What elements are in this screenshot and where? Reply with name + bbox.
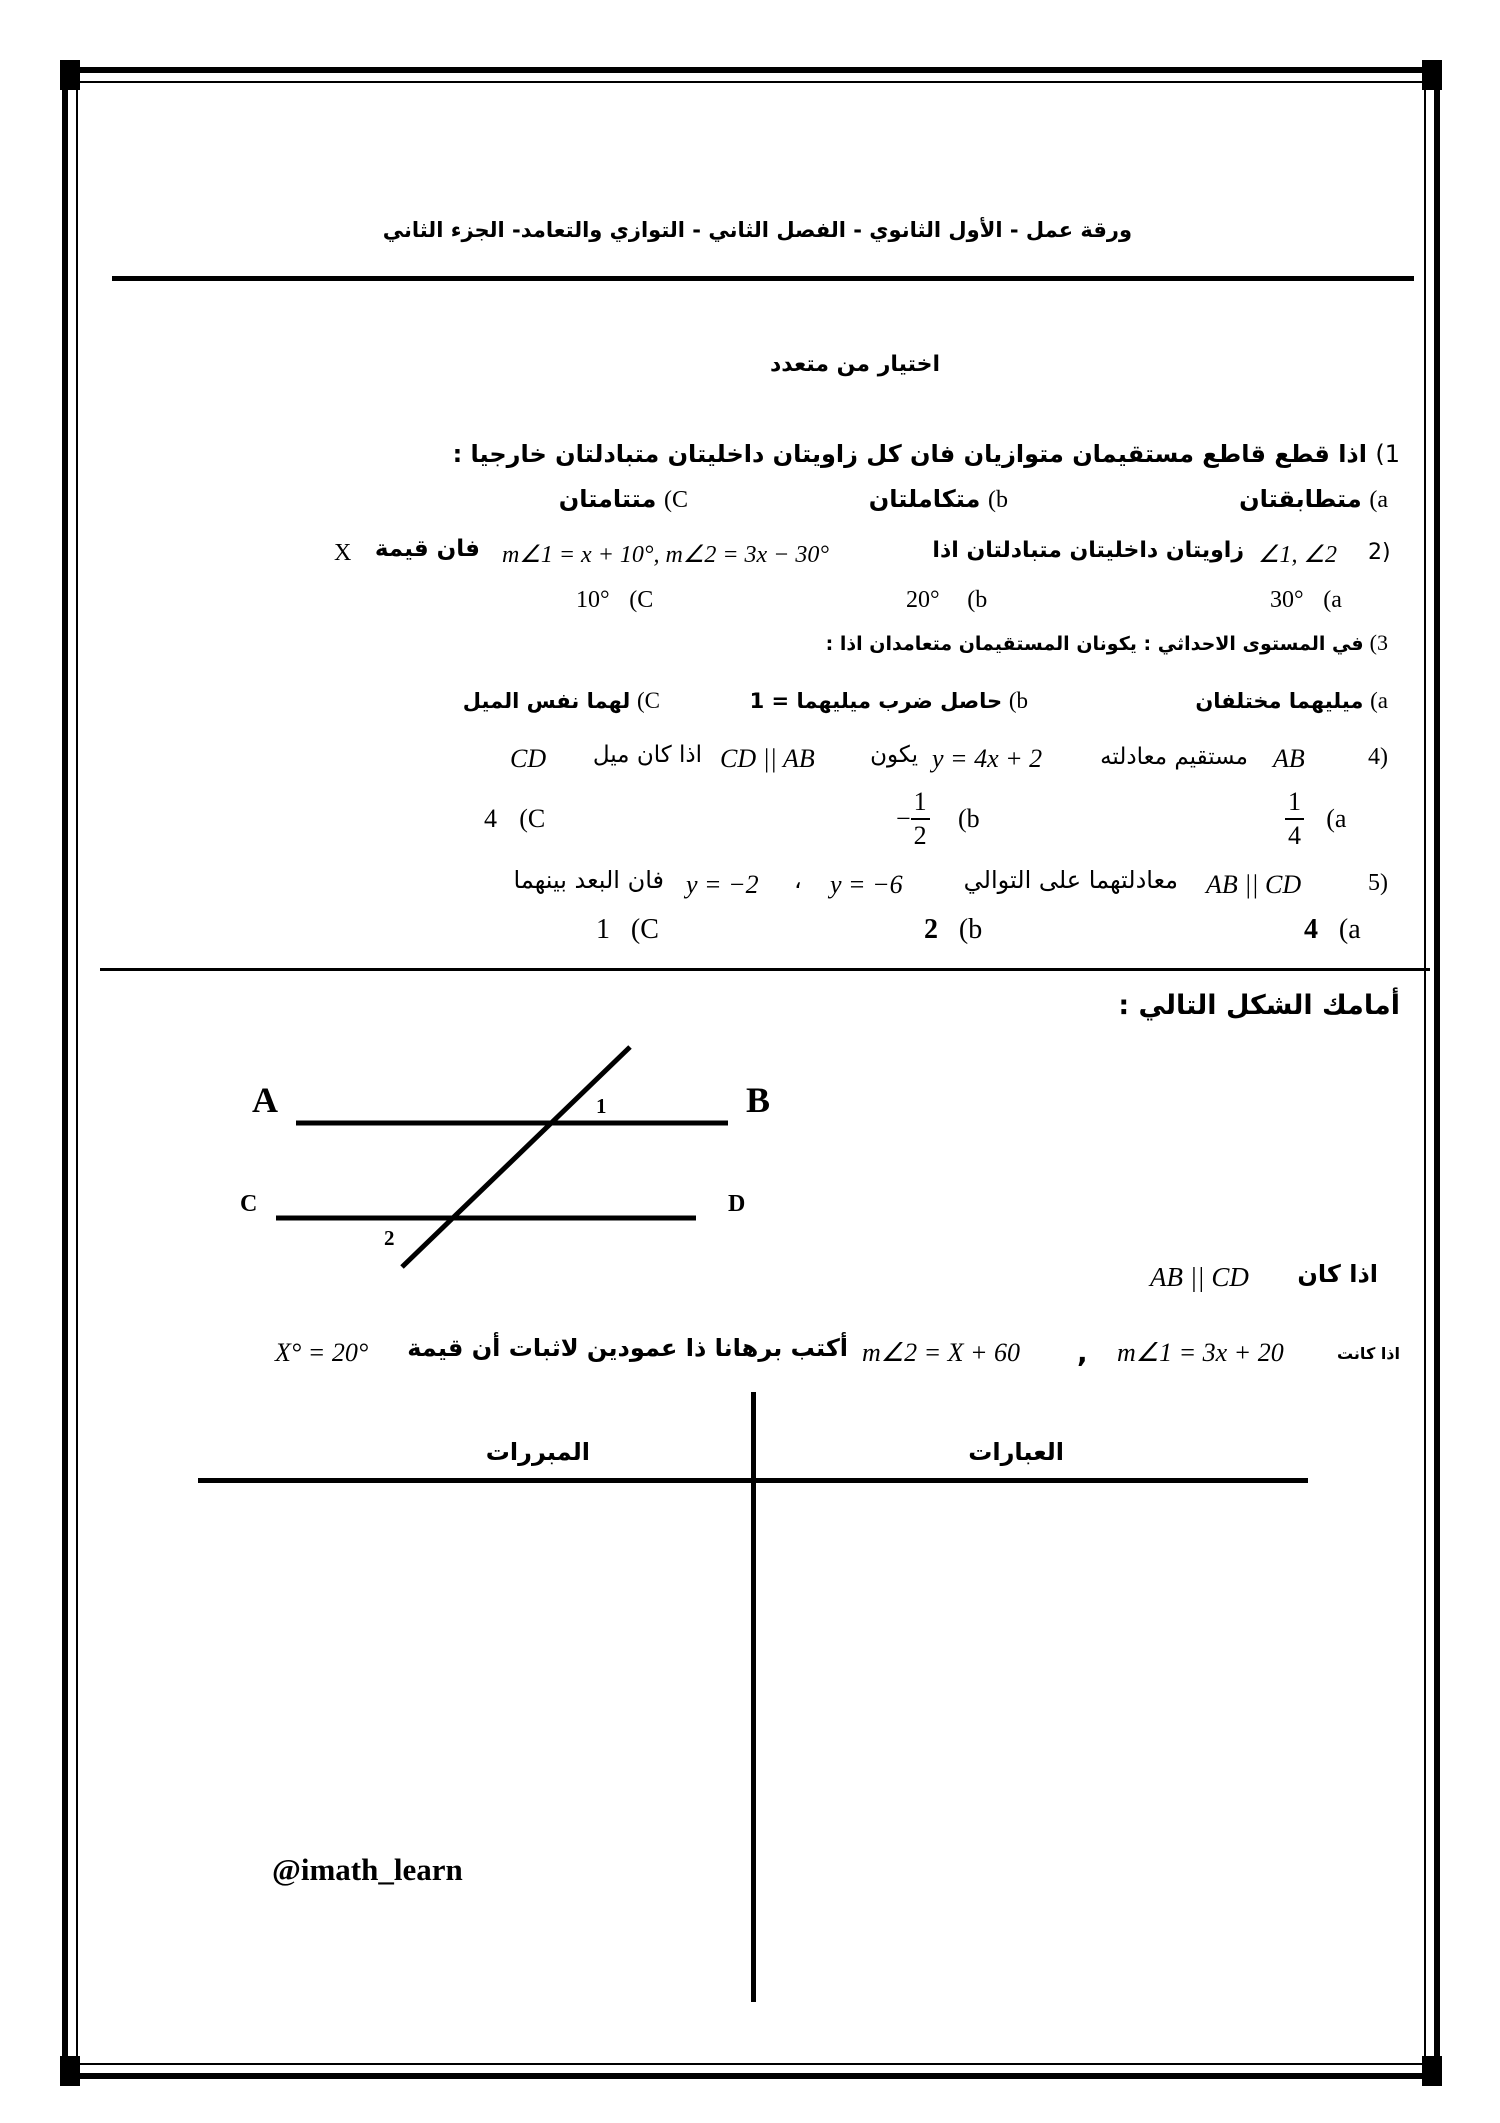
q3-option-a[interactable] bbox=[1195, 688, 1388, 714]
q5-option-a[interactable] bbox=[1304, 912, 1361, 946]
proof-instruction: أكتب برهانا ذا عمودين لاثبات أن قيمة bbox=[407, 1334, 848, 1362]
question-4-text-2: يكون bbox=[870, 742, 918, 768]
option-label: a) bbox=[1370, 688, 1388, 713]
option-label: (b bbox=[957, 804, 980, 833]
question-4-text-1: مستقيم معادلته bbox=[1100, 744, 1248, 770]
q2-option-a[interactable] bbox=[1270, 585, 1342, 614]
section-title-mc: اختيار من متعدد bbox=[769, 352, 940, 377]
option-value: 20° bbox=[906, 587, 940, 613]
table-column-divider bbox=[751, 1392, 756, 2002]
table-header-reasons: المبررات bbox=[485, 1438, 590, 1466]
option-label: b) bbox=[1008, 688, 1028, 713]
question-5-text-1: معادلتهما على التوالي bbox=[963, 866, 1178, 894]
section-title-figure: أمامك الشكل التالي : bbox=[1118, 990, 1400, 1021]
option-text: متكاملتان bbox=[868, 485, 981, 513]
q5-option-b[interactable] bbox=[924, 912, 982, 946]
option-value: 10° bbox=[576, 587, 610, 613]
question-5-equation-2: y = −2 bbox=[686, 870, 759, 899]
option-text: متطابقتان bbox=[1239, 485, 1362, 513]
q3-option-b[interactable] bbox=[750, 688, 1028, 714]
question-2-variable: X bbox=[334, 540, 352, 566]
transversal-line bbox=[402, 1047, 630, 1267]
question-1-text: اذا قطع قاطع مستقيمان متوازيان فان كل زاويتان داخليتان متبادلتان خارجيا : bbox=[452, 440, 1367, 468]
q4-option-a[interactable] bbox=[1285, 786, 1346, 852]
watermark: @imath_learn bbox=[272, 1852, 463, 1887]
question-2-text: زاويتان داخليتان متبادلتان اذا bbox=[932, 538, 1244, 563]
question-1-number: 1) bbox=[1375, 440, 1400, 468]
question-3-number: 3) bbox=[1369, 630, 1388, 655]
q1-option-c[interactable] bbox=[559, 485, 688, 514]
option-label: a) bbox=[1369, 487, 1388, 513]
section-divider bbox=[100, 968, 1430, 971]
question-3 bbox=[826, 630, 1388, 656]
question-4-line-ab: AB bbox=[1273, 744, 1305, 773]
question-1 bbox=[453, 440, 1400, 468]
option-text: لهما نفس الميل bbox=[462, 689, 631, 713]
angle-2-label: 2 bbox=[384, 1226, 395, 1250]
q5-option-c[interactable] bbox=[596, 912, 659, 946]
q4-option-b[interactable] bbox=[896, 786, 980, 852]
q1-option-b[interactable] bbox=[869, 485, 1008, 514]
q3-option-c[interactable] bbox=[463, 688, 660, 714]
question-4-equation: y = 4x + 2 bbox=[932, 744, 1043, 773]
option-value: 30° bbox=[1270, 587, 1304, 613]
q2-option-b[interactable] bbox=[906, 585, 987, 614]
option-label: (b bbox=[958, 914, 983, 945]
parallel-lines-figure bbox=[240, 1035, 800, 1275]
angle-1-label: 1 bbox=[596, 1094, 607, 1118]
question-5-text-2: فان البعد بينهما bbox=[513, 866, 664, 894]
question-4-line-cd: CD bbox=[510, 744, 547, 773]
proof-result: X° = 20° bbox=[275, 1338, 369, 1367]
page-title: ورقة عمل - الأول الثانوي - الفصل الثاني - التوازي والتعامد- الجزء الثاني bbox=[382, 218, 1132, 242]
given-expression: AB || CD bbox=[1150, 1262, 1249, 1292]
proof-comma: , bbox=[1077, 1336, 1088, 1369]
label-d: D bbox=[728, 1191, 746, 1217]
label-c: C bbox=[240, 1191, 258, 1217]
question-3-text: في المستوى الاحداثي : يكونان المستقيمان متعامدان اذا : bbox=[825, 633, 1364, 655]
option-text: متتامتان bbox=[558, 485, 657, 513]
option-label: b) bbox=[988, 487, 1008, 513]
option-value: 4 bbox=[484, 804, 497, 833]
fraction-sign: − bbox=[896, 804, 911, 833]
header-divider bbox=[112, 276, 1414, 281]
question-4-number: 4) bbox=[1368, 744, 1388, 770]
question-2-number: 2) bbox=[1368, 540, 1391, 565]
label-a: A bbox=[252, 1080, 278, 1120]
option-label: (a bbox=[1323, 587, 1342, 613]
question-2-ask: فان قيمة bbox=[374, 536, 480, 562]
proof-if-text: اذا كانت bbox=[1336, 1344, 1400, 1363]
label-b: B bbox=[746, 1080, 771, 1120]
question-5-separator: ، bbox=[794, 866, 802, 894]
option-label: (a bbox=[1326, 804, 1347, 833]
question-2-angles: ∠1, ∠2 bbox=[1258, 542, 1338, 568]
reasons-column[interactable] bbox=[200, 1486, 745, 1996]
option-value: 1 bbox=[596, 914, 610, 945]
option-label: C) bbox=[663, 487, 688, 513]
fraction: $\frac{1}{4}$ bbox=[1285, 786, 1304, 852]
proof-expression-2: m∠2 = X + 60 bbox=[862, 1338, 1021, 1367]
option-text: حاصل ضرب ميليهما = 1 bbox=[749, 689, 1003, 713]
q2-option-c[interactable] bbox=[576, 585, 653, 614]
option-value: 4 bbox=[1304, 914, 1318, 945]
question-5-number: 5) bbox=[1368, 870, 1388, 896]
table-header-statements: العبارات bbox=[968, 1438, 1064, 1466]
question-4-parallel: CD || AB bbox=[720, 744, 815, 773]
proof-expression-1: m∠1 = 3x + 20 bbox=[1117, 1338, 1284, 1367]
q1-option-a[interactable] bbox=[1239, 485, 1388, 514]
q4-option-c[interactable] bbox=[484, 804, 545, 834]
option-text: ميليهما مختلفان bbox=[1195, 689, 1364, 713]
option-label: (b bbox=[967, 587, 988, 613]
question-2-expression: m∠1 = x + 10°, m∠2 = 3x − 30° bbox=[502, 542, 829, 568]
question-5-equation-1: y = −6 bbox=[830, 870, 903, 899]
option-label: (a bbox=[1338, 914, 1361, 945]
option-label: (C bbox=[630, 914, 659, 945]
option-label: C) bbox=[636, 688, 660, 713]
question-5-parallel: AB || CD bbox=[1206, 870, 1302, 899]
option-label: (C bbox=[519, 804, 546, 833]
question-4-text-3: اذا كان ميل bbox=[592, 742, 702, 768]
option-label: (C bbox=[629, 587, 654, 613]
given-text: اذا كان bbox=[1297, 1260, 1378, 1288]
statements-column[interactable] bbox=[760, 1486, 1300, 1996]
option-value: 2 bbox=[924, 914, 938, 945]
fraction: $\frac{1}{2}$ bbox=[911, 786, 930, 852]
